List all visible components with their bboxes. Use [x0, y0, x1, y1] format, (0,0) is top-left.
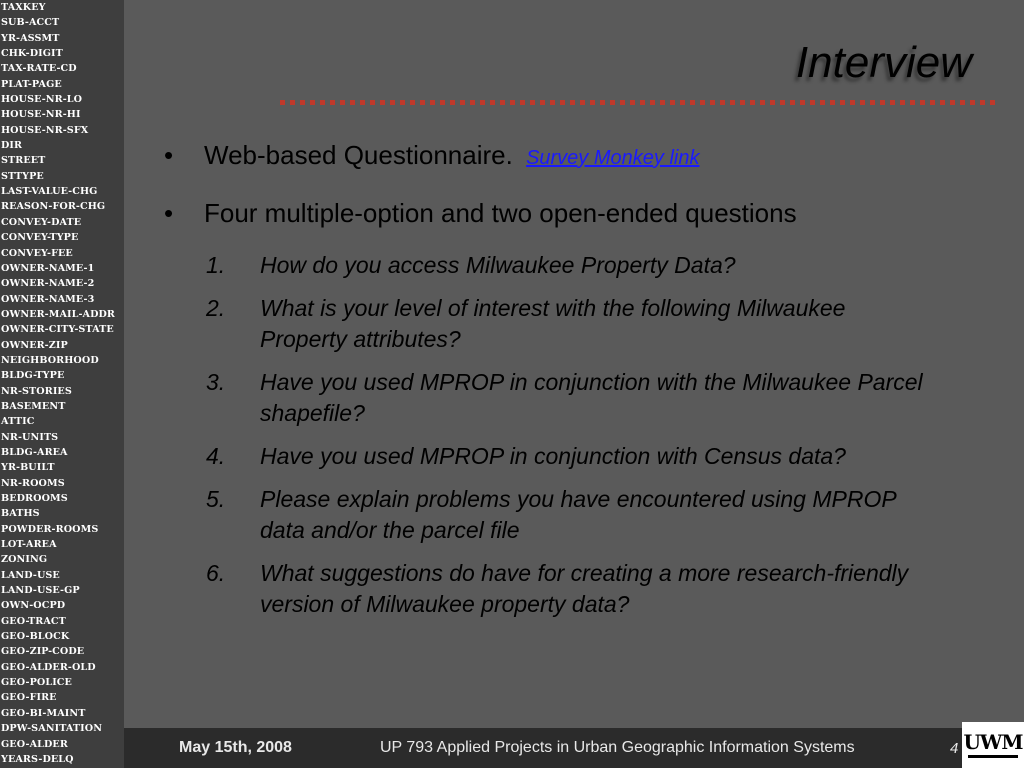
question-text: How do you access Milwaukee Property Data? [260, 252, 736, 278]
field-list-item: GEO-ALDER [1, 738, 68, 750]
question-item [206, 367, 936, 429]
field-list-item: CONVEY-TYPE [1, 232, 79, 244]
uwm-logo [962, 722, 1024, 768]
page-number: 4 [950, 740, 959, 757]
field-list-sidebar [0, 0, 124, 768]
footer [124, 728, 1024, 768]
field-list-item: TAX-RATE-CD [1, 63, 77, 75]
field-list-item: STREET [1, 155, 46, 167]
field-list-item: BEDROOMS [1, 493, 68, 504]
field-list-item: OWNER-NAME-2 [1, 278, 95, 290]
bullet-1 [160, 140, 964, 171]
field-list-item: DIR [1, 140, 23, 152]
field-list-item: NR-UNITS [1, 431, 59, 443]
field-list-item: CONVEY-FEE [1, 247, 73, 259]
field-list-item: NR-STORIES [1, 385, 72, 397]
field-list-item: LAND-USE-GP [1, 585, 80, 597]
question-item [206, 441, 936, 472]
footer-course-title: UP 793 Applied Projects in Urban Geographic Information Systems [380, 739, 855, 756]
footer-date: May 15th, 2008 [179, 739, 292, 756]
field-list-item: ATTIC [1, 416, 35, 428]
field-list-item: HOUSE-NR-SFX [1, 124, 89, 136]
question-number: 5. [206, 486, 226, 512]
field-list-item: OWN-OCPD [1, 600, 66, 612]
field-list-item: STTYPE [1, 170, 44, 182]
question-number: 4. [206, 443, 226, 469]
question-text: What is your level of interest with the following Milwaukee Property attributes? [260, 295, 846, 352]
field-list-item: GEO-BI-MAINT [1, 707, 86, 719]
field-list-item: TAXKEY [1, 2, 46, 13]
field-list-item: GEO-POLICE [1, 677, 72, 689]
field-list-item: NR-ROOMS [1, 477, 65, 489]
field-list-item: YR-ASSMT [1, 32, 60, 44]
question-item [206, 558, 936, 620]
logo-bar [968, 755, 1018, 758]
bullet-2-text: Four multiple-option and two open-ended questions [204, 198, 797, 228]
field-list-item: NEIGHBORHOOD [1, 354, 99, 366]
question-text: Have you used MPROP in conjunction with Census data? [260, 443, 846, 469]
field-list-item: GEO-TRACT [1, 615, 66, 627]
question-item [206, 484, 936, 546]
field-list-item: GEO-ZIP-CODE [1, 646, 85, 658]
question-item [206, 250, 936, 281]
title-divider [280, 100, 1000, 105]
field-list-item: BATHS [1, 508, 40, 520]
field-list-item: BLDG-AREA [1, 446, 68, 458]
bullet-icon: • [164, 198, 174, 228]
field-list-item: REASON-FOR-CHG [1, 201, 106, 213]
field-list-item: OWNER-NAME-3 [1, 293, 95, 305]
slide-title: Interview [795, 38, 972, 87]
field-list-item: GEO-BLOCK [1, 631, 70, 643]
field-list-item: HOUSE-NR-HI [1, 109, 81, 121]
field-list-item: SUB-ACCT [1, 17, 60, 29]
question-number: 2. [206, 295, 226, 321]
field-list-item: BLDG-TYPE [1, 370, 65, 382]
field-list-item: HOUSE-NR-LO [1, 94, 83, 106]
field-list-item: CONVEY-DATE [1, 216, 82, 228]
question-item [206, 293, 936, 355]
logo-text: UWM [963, 730, 1023, 754]
question-number: 6. [206, 560, 226, 586]
field-list-item: OWNER-ZIP [1, 339, 68, 351]
survey-monkey-link[interactable]: Survey Monkey link [526, 147, 700, 169]
field-list-item: OWNER-NAME-1 [1, 262, 95, 274]
question-number: 1. [206, 252, 226, 278]
field-list-item: LAND-USE [1, 569, 60, 581]
field-list-item: DPW-SANITATION [1, 723, 103, 735]
field-list-item: YEARS-DELQ [1, 753, 74, 765]
field-list-item: ZONING [1, 554, 48, 566]
field-list-item: GEO-ALDER-OLD [1, 661, 96, 673]
field-list-item: PLAT-PAGE [1, 78, 62, 90]
field-list [0, 0, 124, 767]
field-list-item: LAST-VALUE-CHG [1, 186, 98, 198]
field-list-item: OWNER-CITY-STATE [1, 324, 114, 336]
field-list-item: YR-BUILT [1, 462, 55, 474]
question-text: What suggestions do have for creating a more research-friendly version of Milwaukee property data? [260, 560, 909, 617]
field-list-item: GEO-FIRE [1, 692, 57, 704]
bullet-1-text: Web-based Questionnaire. [204, 140, 513, 170]
question-number: 3. [206, 369, 226, 395]
bullet-2 [160, 198, 964, 229]
question-list [206, 250, 936, 632]
field-list-item: POWDER-ROOMS [1, 523, 99, 535]
field-list-item: CHK-DIGIT [1, 48, 63, 60]
question-text: Have you used MPROP in conjunction with the Milwaukee Parcel shapefile? [260, 369, 923, 426]
question-text: Please explain problems you have encountered using MPROP data and/or the parcel file [260, 486, 896, 543]
field-list-item: LOT-AREA [1, 539, 57, 551]
field-list-item: OWNER-MAIL-ADDR [1, 308, 116, 320]
bullet-icon: • [164, 140, 174, 170]
field-list-item: BASEMENT [1, 400, 66, 412]
